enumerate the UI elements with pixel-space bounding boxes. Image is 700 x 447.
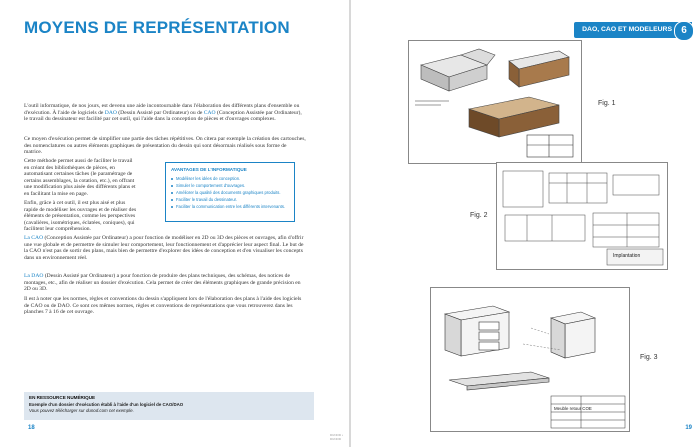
paragraph-method: Cette méthode permet aussi de faciliter le travail en créant des bibliothèques de pièces, en automatisant certaines tâches (le paramétrage de certains assemblages, la cotation, etc.), en offrant une modification plus aisée des différents plans et en facilitant la mise en page.	[24, 158, 136, 197]
advantages-title: AVANTAGES DE L'INFORMATIQUE	[171, 167, 247, 172]
paragraph-intro	[24, 103, 306, 123]
figure-3-drawing	[431, 288, 629, 431]
chapter-title: DAO, CAO ET MODELEURS	[582, 26, 672, 33]
paragraph-dao-text: (Dessin Assisté par Ordinateur) a pour fonction de produire des plans techniques, des schémas, des notices de montages, etc., afin de réaliser un dossier d'exécution. Cela permet de créer des éléments graphiques de grande précision en 2D ou 3D.	[24, 273, 301, 293]
keyword-la-cao: La CAO	[24, 235, 44, 241]
keyword-la-dao: La DAO	[24, 273, 44, 279]
figure-3-label: Fig. 3	[640, 354, 658, 361]
advantage-item: Simuler le comportement d'ouvrages.	[171, 182, 289, 189]
keyword-cao: CAO	[203, 109, 216, 116]
page-title: MOYENS DE REPRÉSENTATION	[24, 18, 290, 37]
paragraph-intro-text-b: (Dessin Assisté par Ordinateur) ou de	[116, 109, 204, 116]
chapter-tab	[574, 22, 692, 38]
page-number-right: 19	[685, 425, 692, 431]
advantages-box	[165, 162, 295, 222]
advantage-item: Améliorer la qualité des documents graphiques produits.	[171, 189, 289, 196]
resource-description: Exemple d'un dossier d'exécution établi à l'aide d'un logiciel de CAO/DAO	[29, 402, 184, 407]
chapter-number-badge: 6	[674, 21, 694, 41]
left-page	[0, 0, 349, 447]
figure-1-drawing	[409, 41, 581, 163]
figure-1-desk-renderings	[408, 40, 582, 164]
page-number-left: 18	[28, 425, 35, 431]
figure-2-caption: Implantation	[613, 253, 641, 259]
advantage-item: Modéliser les idées de conception.	[171, 175, 289, 182]
resource-download-link[interactable]: Vous pouvez télécharger sur dunod.com cet exemple.	[29, 408, 134, 413]
advantage-item: Faciliter le travail du dessinateur.	[171, 196, 289, 203]
paragraph-norms: Il est à noter que les normes, règles et conventions du dessin s'appliquent lors de l'élaboration des plans à l'aide des logiciels de CAO ou de DAO. Ce sont ces mêmes normes, règles et conventions de représentations que vous retrouverez dans les planches 7 à 16 de cet ouvrage.	[24, 296, 302, 316]
paragraph-modeling: Enfin, grâce à cet outil, il est plus aisé et plus rapide de modéliser les ouvrages et de réaliser des éléments de présentation, comme les perspectives (cavalières, isométriques, éclatées, coniques), qui facilitent leur compréhension.	[24, 200, 137, 233]
figure-2-label: Fig. 2	[470, 212, 488, 219]
paragraph-intro-text-c: (Conception Assistée par Ordinateur), le travail du dessinateur est facilité par cet outil, qui l'aide dans la conception de pièces et d'ouvrages complexes.	[24, 109, 302, 123]
keyword-dao: DAO	[104, 109, 117, 116]
figure-2-drawing	[497, 163, 667, 269]
paragraph-dao	[24, 273, 306, 293]
resource-heading: EN RESSOURCE NUMÉRIQUE	[29, 395, 96, 400]
paragraph-intro-text-a: L'outil informatique, de nos jours, est devenu une aide incontournable dans l'élaboration des différents plans d'ensemble ou d'exécution. À l'aide de logiciels de	[24, 103, 300, 116]
figure-3-exploded-drawing	[430, 287, 630, 432]
digital-resource-box	[24, 392, 314, 420]
paragraph-execution: Ce moyen d'exécution permet de simplifier une partie des tâches répétitives. On citera par exemple la création des cartouches, des nomenclatures ou autres éléments graphiques de présentation du dessin qui sont désormais réalisés sous forme de matrice.	[24, 136, 306, 156]
paragraph-cao	[24, 235, 306, 261]
figure-3-title-block: Meuble retour COE	[554, 406, 592, 411]
advantage-item: Faciliter la communication entre les différents intervenants.	[171, 203, 289, 210]
figure-2-elevation-plan	[496, 162, 668, 270]
gutter-credit: DUNOD • DUNOD	[330, 433, 343, 441]
paragraph-cao-text: (Conception Assistée par Ordinateur) a pour fonction de modéliser en 2D ou 3D des pièces et ouvrages, afin d'offrir une vue globale et de permettre de simuler leur comportement, leur fonctionnement et d'apprécier leur aspect final. Le but de la CAO n'est pas de sortir des plans, mais bien de permettre d'explorer des idées de conception et d'en visualiser les concepts dans un environnement réel.	[24, 235, 304, 261]
figure-1-label: Fig. 1	[598, 100, 616, 107]
